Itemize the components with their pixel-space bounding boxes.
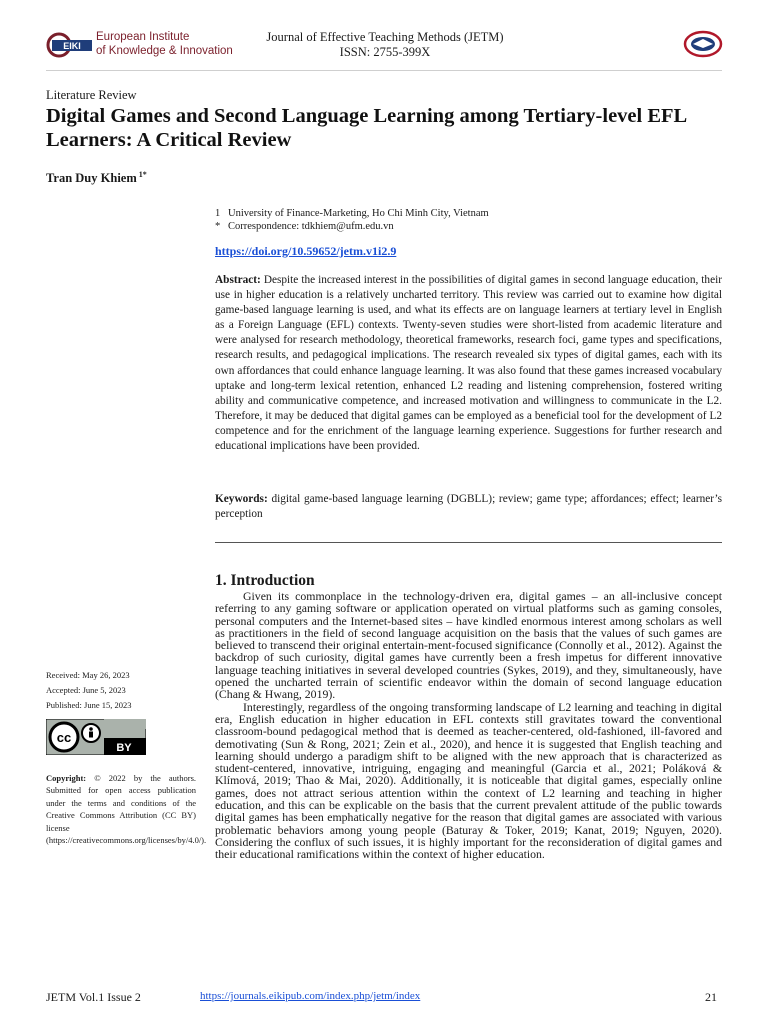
- affiliation-text: University of Finance-Marketing, Ho Chi Minh City, Vietnam: [228, 208, 489, 219]
- affiliation-1: [215, 207, 715, 220]
- publisher-logo: [46, 30, 236, 62]
- logo-label: EIKI: [63, 41, 81, 51]
- keywords-label: Keywords:: [215, 493, 268, 505]
- eiki-logo-icon: [46, 32, 94, 58]
- copyright-label: Copyright:: [46, 773, 87, 783]
- article-category: Literature Review: [46, 88, 137, 102]
- cc-by-license-icon[interactable]: [46, 719, 146, 755]
- institute-name-line2: of Knowledge & Innovation: [96, 45, 233, 57]
- keywords-text: digital game-based language learning (DGBLL); review; game type; affordances; effect; learner’s perception: [215, 493, 722, 521]
- publication-dates: [46, 668, 196, 713]
- section-body: [215, 590, 722, 861]
- copyright-text: © 2022 by the authors. Submitted for open access publication under the terms and conditions of the Creative Commons Attribution (CC BY) license (https://creativecommons.org/licenses/by/4.0/).: [46, 773, 207, 846]
- published-date: Published: June 15, 2023: [46, 700, 132, 710]
- footer-issue: JETM Vol.1 Issue 2: [46, 990, 141, 1004]
- institute-name-line1: European Institute: [96, 31, 190, 43]
- correspondence-text: Correspondence: tdkhiem@ufm.edu.vn: [228, 221, 394, 232]
- paragraph: Given its commonplace in the technology-driven era, digital games – an all-inclusive concept referring to any gaming software or application operated on virtual platforms such as gaming consoles, personal computers and the Internet-based sites – have kindled enormous interest among scholars as well as practitioners in the field of second language acquisition on the basis that the values of such games are believed to transcend their original entertain-ment-focused significance (Connolly et al., 2012). Against the backdrop of such curiosity, digital games have currently been a fresh impetus for different innovative language teaching initiatives in several developed countries (Sykes, 2019), and they, simultaneously, have opened the uncharted terrain of scientific endeavor within the domain of second language education (Chang & Hwang, 2019).: [215, 589, 722, 702]
- abstract-text: Despite the increased interest in the possibilities of digital games in second language education, their use in higher education is a relatively uncharted territory. This review was carried out to examine how digital game-based language learning is used, and what its effects are on language learners at tertiary level in English as a Foreign Language (EFL) contexts. Twenty-seven studies were short-listed from academic literature and were analysed for research methodology, theoretical frameworks, research foci, game types and specifications, research results, and pedagogical implications. The research revealed six types of digital games, each with its own affordances that could enhance language learning. It was also found that these games increased vocabulary uptake and long-term lexical retention, enhanced L2 reading and listening comprehension, fostered writing ability and communicative competence, and increased motivation and willingness to communicate in the L2. Therefore, it may be deduced that digital games can be employed as a beneficial tool for the development of L2 competence and for the enrichment of the language learning experience. Suggestions for further research and educational implications have been provided.: [215, 274, 722, 453]
- page-number: 21: [705, 990, 717, 1004]
- journal-issn: ISSN: 2755-399X: [339, 45, 431, 59]
- svg-text:cc: cc: [56, 730, 72, 745]
- accepted-date: Accepted: June 5, 2023: [46, 685, 126, 695]
- article-title: Digital Games and Second Language Learning among Tertiary-level EFL Learners: A Critical Review: [46, 105, 687, 151]
- copyright-notice: [46, 772, 207, 846]
- section-heading: 1. Introduction: [215, 572, 315, 589]
- abstract-label: Abstract:: [215, 274, 261, 286]
- journal-name: Journal of Effective Teaching Methods (JETM): [266, 30, 504, 44]
- license-badge-text: BY: [116, 742, 132, 754]
- author-marks: 1*: [136, 170, 147, 179]
- keywords: [215, 492, 722, 522]
- keywords-divider: [215, 542, 722, 543]
- journal-header: [250, 30, 520, 60]
- abstract: [215, 273, 722, 454]
- paragraph: Interestingly, regardless of the ongoing transforming landscape of L2 learning and teaching in digital era, English education in higher education in EFL contexts still gravitates toward the conventional classroom-bound pedagogical method that is deemed as teacher-centered, old-fashioned, ill-favored and demotivating (Sun & Rong, 2021; Zein et al., 2020), and hence it is suggested that English teaching and learning should undergo a paradigm shift to be aligned with the new approach that is characterized as student-centered, innovative, intriguing, engaging and meaningful (Garcia et al., 2021; Poláková & Klímová, 2019; Thao & Mai, 2020). Additionally, it is noticeable that digital games, especially online games, does not attract serious attention within the context of L2 learning and teaching in higher education, and this can be explicable on the basis that the current prevalent attitude of the public towards digital games has been emphatically negative for the reason that digital games are associated with various problematic behaviors among young people (Baturay & Toker, 2019; Kanat, 2019; Nguyen, 2020). Considering the conflux of such issues, it is highly important for the reconsideration of digital games and their educational ramifications within the context of higher education.: [215, 699, 722, 862]
- journal-seal-icon: [683, 30, 723, 58]
- affiliation-mark: *: [215, 221, 221, 232]
- header-divider: [46, 70, 722, 71]
- author-name: Tran Duy Khiem: [46, 171, 137, 186]
- doi-link[interactable]: https://doi.org/10.59652/jetm.v1i2.9: [215, 244, 397, 258]
- affiliation-2: [215, 220, 715, 233]
- received-date: Received: May 26, 2023: [46, 670, 130, 680]
- footer-journal-link[interactable]: https://journals.eikipub.com/index.php/jetm/index: [200, 990, 421, 1002]
- author-line: [46, 170, 147, 186]
- affiliation-mark: 1: [215, 208, 221, 219]
- affiliations: [215, 207, 715, 233]
